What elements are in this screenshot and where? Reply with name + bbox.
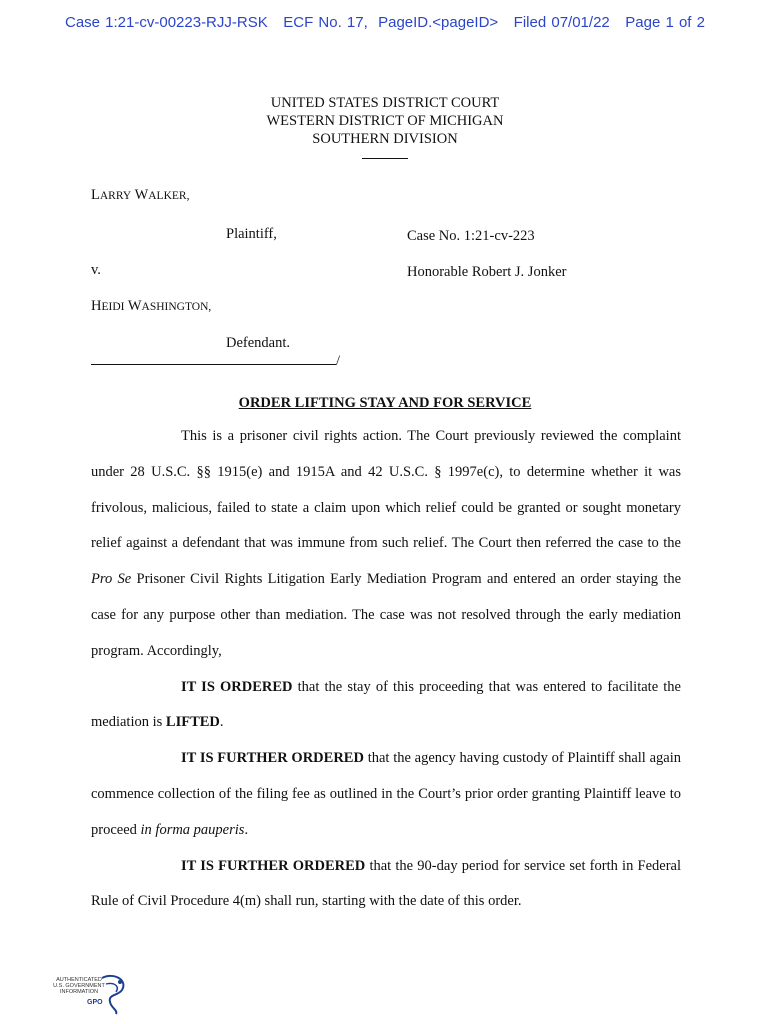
court-heading	[0, 94, 770, 148]
defendant-role: Defendant.	[226, 335, 291, 351]
defendant-name: HEIDI WASHINGTON,	[91, 298, 212, 314]
caption-slash: /	[336, 353, 341, 369]
ecf-filing-header: Case 1:21-cv-00223-RJJ-RSK ECF No. 17, PageID.<pageID> Filed 07/01/22 Page 1 of 2	[64, 14, 705, 31]
versus: v.	[91, 262, 101, 278]
court-name: UNITED STATES DISTRICT COURT	[270, 95, 500, 111]
paragraph-service-period: IT IS FURTHER ORDERED that the 90-day period for service set forth in Federal Rule of Civil Procedure 4(m) shall run, starting with the date of this order.	[91, 857, 682, 910]
heading-rule	[362, 158, 408, 159]
case-number: Case No. 1:21-cv-223	[407, 228, 535, 244]
paragraph-stay-lifted: IT IS ORDERED that the stay of this proceeding that was entered to facilitate the mediation is LIFTED.	[91, 678, 681, 731]
eagle-icon	[96, 974, 130, 1016]
court-district: WESTERN DISTRICT OF MICHIGAN	[266, 113, 504, 129]
caption-signature-line	[91, 352, 340, 370]
gpo-authentication-seal: AUTHENTICATED U.S. GOVERNMENT INFORMATION GPO	[44, 972, 134, 1020]
plaintiff-name: LARRY WALKER,	[91, 187, 190, 203]
paragraph-filing-fee: IT IS FURTHER ORDERED that the agency having custody of Plaintiff shall again commence collection of the filing fee as outlined in the Court’s prior order granting Plaintiff leave to proceed in forma pauperis.	[91, 750, 681, 838]
plaintiff-role: Plaintiff,	[226, 226, 277, 242]
paragraph-background: This is a prisoner civil rights action. The Court previously reviewed the complaint under 28 U.S.C. §§ 1915(e) and 1915A and 42 U.S.C. § 1997e(c), to determine whether it was frivolous, malicious, failed to state a claim upon which relief could be granted or sought monetary relief against a defendant that was immune from such relief. The Court then referred the case to the Pro Se Prisoner Civil Rights Litigation Early Mediation Program and entered an order staying the case for any purpose other than mediation. The case was not resolved through the early mediation program. Accordingly,	[91, 428, 682, 659]
order-title: ORDER LIFTING STAY AND FOR SERVICE	[238, 395, 532, 411]
caption-underline	[91, 352, 336, 365]
judge-name: Honorable Robert J. Jonker	[407, 264, 567, 280]
court-division: SOUTHERN DIVISION	[312, 131, 458, 147]
order-body	[91, 419, 681, 920]
